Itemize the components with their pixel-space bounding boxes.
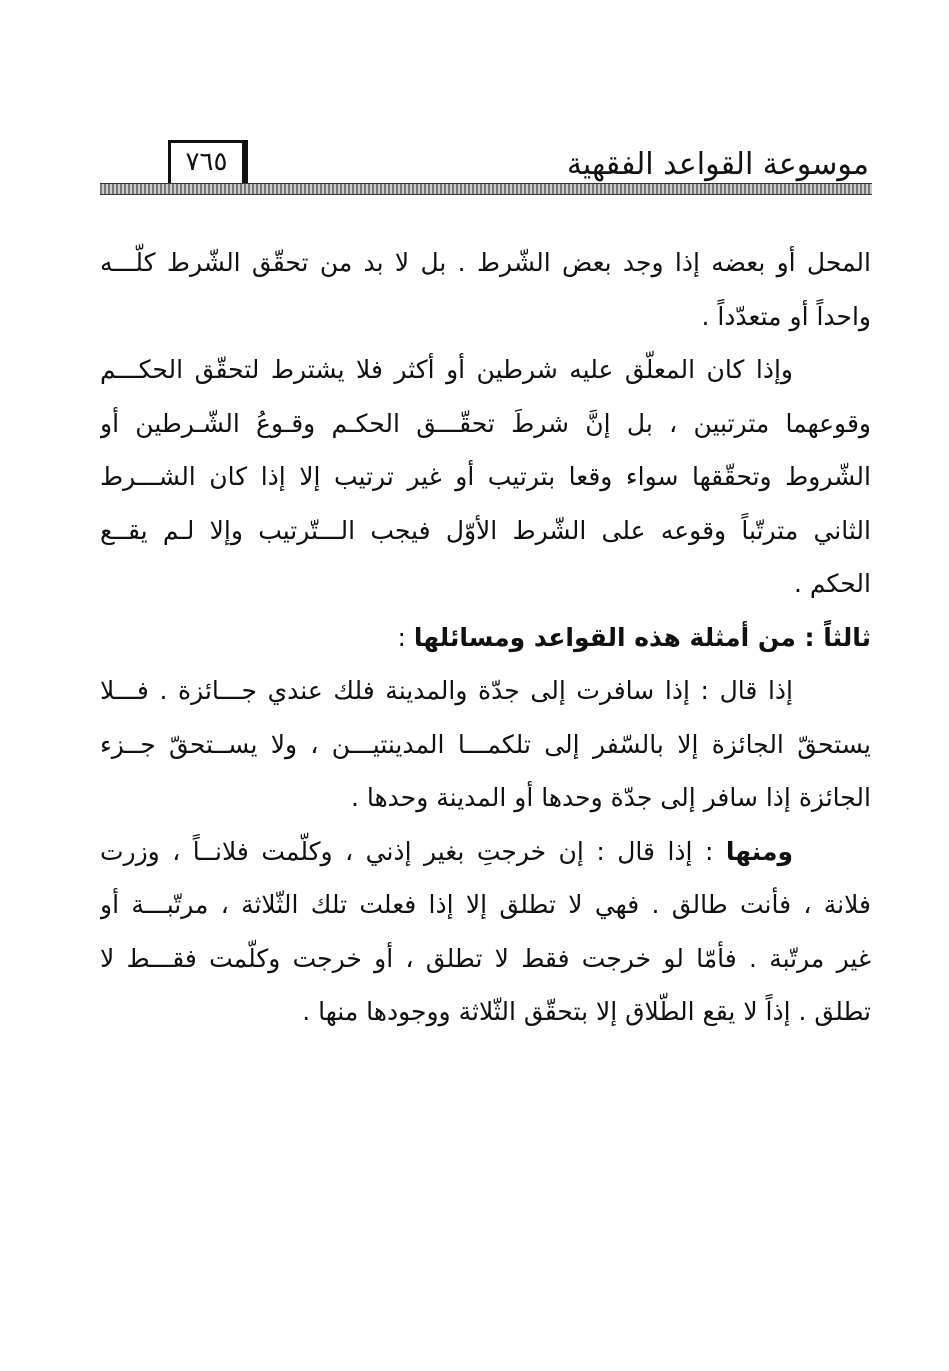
body-text [100,236,871,1039]
text-line: الثاني مترتّباً وقوعه على الشّرط الأوّل فيجب الـــتّرتيب وإلا لـم يقــع [100,515,871,545]
text-line: الجائزة إذا سافر إلى جدّة وحدها أو المدينة وحدها . [350,783,871,812]
header-rule [100,183,872,195]
text-line [100,825,871,879]
text-line: الشّروط وتحقّقها سواء وقعا بترتيب أو غير ترتيب إلا إذا كان الشـــرط [100,462,871,491]
text-line: وقوعهما مترتبين ، بل إنَّ شرطَ تحقّـــق الحكـم وقـوعُ الشّـرطين أو [100,408,871,438]
text-line: يستحقّ الجائزة إلا بالسّفر إلى تلكمـــا المدينتيـــن ، ولا يســتحقّ جــزء [100,729,871,759]
text-line: المحل أو بعضه إذا وجد بعض الشّرط . بل لا بد من تحقّق الشّرط كلّـــه [100,248,871,277]
text-line: الحكم . [793,569,871,598]
example-text: : إذا قال : إن خرجتِ بغير إذني ، وكلّمت فلانــاً ، وزرت [100,836,726,866]
example-label: ومنها [725,836,793,866]
section-heading-text: ثالثاً : من أمثلة هذه القواعد ومسائلها [413,622,871,652]
page-number-box [168,140,248,184]
text-line: غير مرتّبة . فأمّا لو خرجت فقط لا تطلق ، أو خرجت وكلّمت فقـــط لا [100,943,871,973]
text-line: وإذا كان المعلّق عليه شرطين أو أكثر فلا يشترط لتحقّق الحكـــم [100,355,793,384]
section-heading [100,611,871,665]
text-line: فلانة ، فأنت طالق . فهي لا تطلق إلا إذا فعلت تلك الثّلاثة ، مرتّبـــة أو [100,890,871,919]
page-number: ٧٦٥ [185,147,228,177]
text-line: تطلق . إذاً لا يقع الطّلاق إلا بتحقّق الثّلاثة ووجودها منها . [302,997,871,1026]
section-heading-colon: : [397,622,414,652]
running-header-title: موسوعة القواعد الفقهية [566,147,869,182]
text-line: واحداً أو متعدّداً . [701,301,871,331]
text-line: إذا قال : إذا سافرت إلى جدّة والمدينة فلك عندي جـــائزة . فـــلا [100,676,793,705]
